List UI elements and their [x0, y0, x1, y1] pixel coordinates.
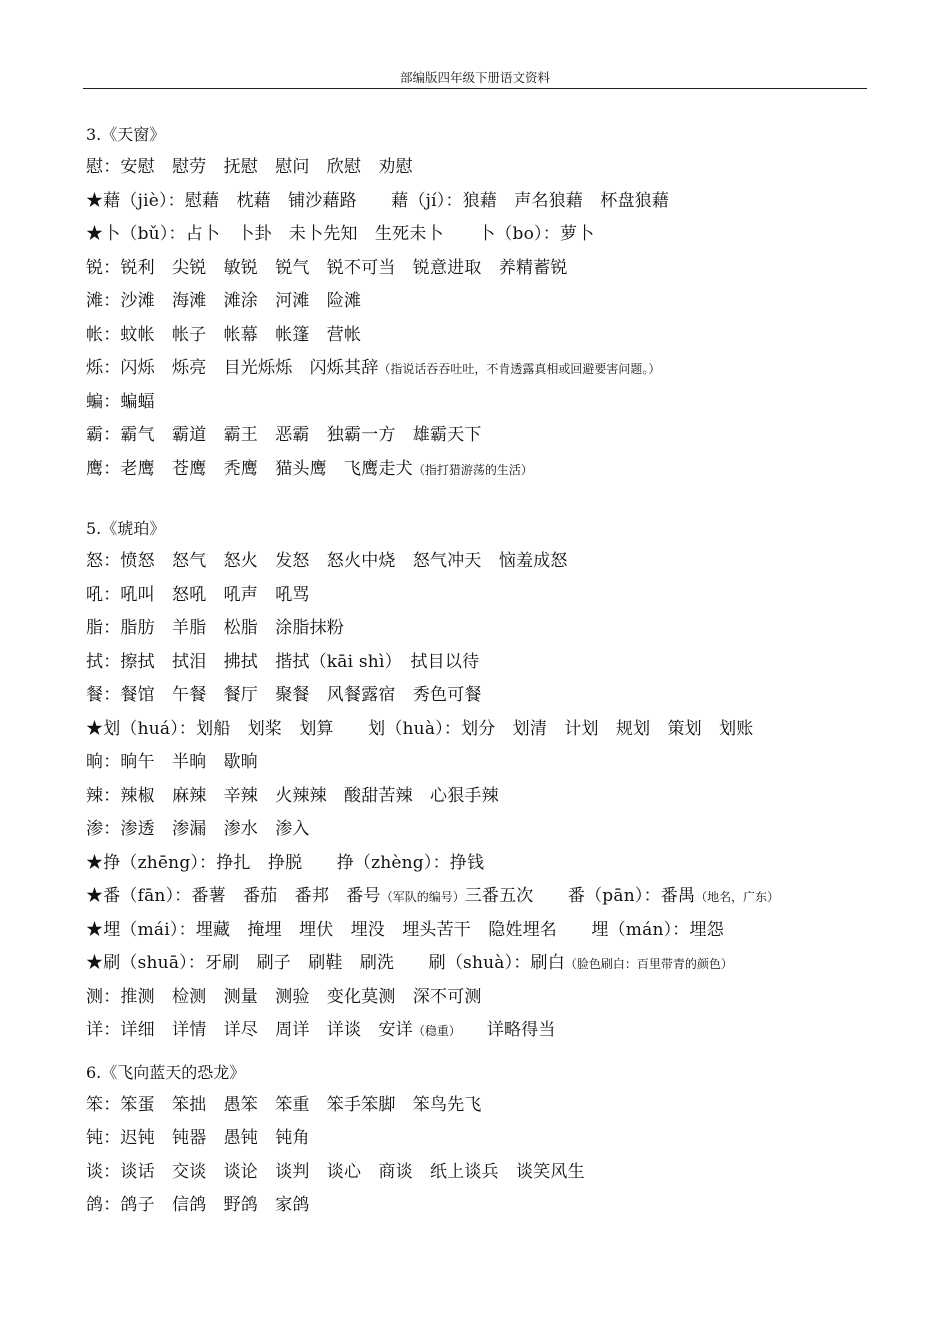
vocab-row: 钝：迟钝 钝器 愚钝 钝角	[86, 1128, 310, 1148]
vocab-text: 烁：闪烁 烁亮 目光烁烁 闪烁其辞	[86, 358, 379, 378]
vocab-row: 渗：渗透 渗漏 渗水 渗入	[86, 819, 310, 839]
vocab-row: 拭：擦拭 拭泪 拂拭 揩拭（kāi shì） 拭目以待	[86, 651, 480, 672]
vocab-text: ★刷（shuā）：牙刷 刷子 刷鞋 刷洗 刷（shuà）：刷白	[86, 953, 565, 973]
vocab-row: 辣：辣椒 麻辣 辛辣 火辣辣 酸甜苦辣 心狠手辣	[86, 785, 499, 806]
vocab-text-tail: 三番五次 番（pān）：番禺	[464, 886, 696, 906]
vocab-row-with-note	[86, 453, 876, 487]
vocab-row: 吼：吼叫 怒吼 吼声 吼骂	[86, 584, 310, 605]
vocab-row: 脂：脂肪 羊脂 松脂 涂脂抹粉	[86, 618, 344, 638]
vocab-row: ★划（huá）：划船 划桨 划算 划（huà）：划分 划清 计划 规划 策划 划账	[86, 718, 754, 739]
vocab-text: 鹰：老鹰 苍鹰 秃鹰 猫头鹰 飞鹰走犬	[86, 458, 413, 479]
vocab-row: ★卜（bǔ）：占卜 卜卦 未卜先知 生死未卜 卜（bo）：萝卜	[86, 224, 595, 244]
vocab-row: 慰：安慰 慰劳 抚慰 慰问 欣慰 劝慰	[86, 157, 413, 177]
section-title-tianchuang: 3.《天窗》	[86, 125, 166, 144]
vocab-note: （指说话吞吞吐吐，不肯透露真相或回避要害问题。）	[378, 362, 661, 376]
vocab-row: 笨：笨蛋 笨拙 愚笨 笨重 笨手笨脚 笨鸟先飞	[86, 1094, 482, 1115]
vocab-text-tail: 详略得当	[486, 1020, 556, 1040]
page-header	[83, 70, 867, 89]
vocab-text: 详：详细 详情 详尽 周详 详谈 安详	[86, 1020, 413, 1040]
vocab-note: （稳重）	[412, 1024, 461, 1038]
vocab-row: 蝙：蝙蝠	[86, 391, 155, 412]
vocab-row: ★埋（mái）：埋藏 掩埋 埋伏 埋没 埋头苦干 隐姓埋名 埋（mán）：埋怨	[86, 919, 724, 940]
vocab-row: 帐：蚊帐 帐子 帐幕 帐篷 营帐	[86, 324, 362, 345]
vocab-row: 测：推测 检测 测量 测验 变化莫测 深不可测	[86, 986, 482, 1007]
vocab-row: 怒：愤怒 怒气 怒火 发怒 怒火中烧 怒气冲天 恼羞成怒	[86, 551, 568, 571]
vocab-text: ★番（fān）：番薯 番茄 番邦 番号	[86, 886, 381, 906]
vocab-row: ★挣（zhēng）：挣扎 挣脱 挣（zhèng）：挣钱	[86, 852, 485, 873]
vocab-row: 餐：餐馆 午餐 餐厅 聚餐 风餐露宿 秀色可餐	[86, 685, 482, 705]
vocab-note: （指打猎游荡的生活）	[412, 462, 533, 477]
vocab-note: （脸色刷白：百里带青的颜色）	[564, 957, 733, 971]
vocab-row-with-note	[86, 1014, 876, 1048]
vocab-row: 晌：晌午 半晌 歇晌	[86, 752, 258, 772]
header-title: 部编版四年级下册语文资料	[399, 70, 550, 85]
vocab-note: （军队的编号）	[380, 890, 465, 904]
vocab-note: （地名，广东）	[695, 890, 780, 904]
section-title-hupo: 5.《琥珀》	[86, 519, 166, 538]
vocab-row: 谈：谈话 交谈 谈论 谈判 谈心 商谈 纸上谈兵 谈笑风生	[86, 1161, 585, 1182]
vocab-row-with-note	[86, 352, 876, 386]
vocab-row: 鸽：鸽子 信鸽 野鸽 家鸽	[86, 1195, 310, 1215]
vocab-row: 滩：沙滩 海滩 滩涂 河滩 险滩	[86, 291, 362, 311]
vocab-row: 霸：霸气 霸道 霸王 恶霸 独霸一方 雄霸天下	[86, 425, 482, 445]
document-body	[86, 118, 876, 1223]
vocab-row-with-note	[86, 947, 876, 981]
vocab-row: 锐：锐利 尖锐 敏锐 锐气 锐不可当 锐意进取 养精蓄锐	[86, 257, 568, 278]
vocab-row-with-note	[86, 880, 876, 914]
section-title-konglong: 6.《飞向蓝天的恐龙》	[86, 1062, 246, 1082]
section-gap	[86, 1048, 876, 1056]
section-gap	[86, 486, 876, 512]
vocab-row: ★藉（jiè）：慰藉 枕藉 铺沙藉路 藉（jí）：狼藉 声名狼藉 杯盘狼藉	[86, 190, 670, 211]
